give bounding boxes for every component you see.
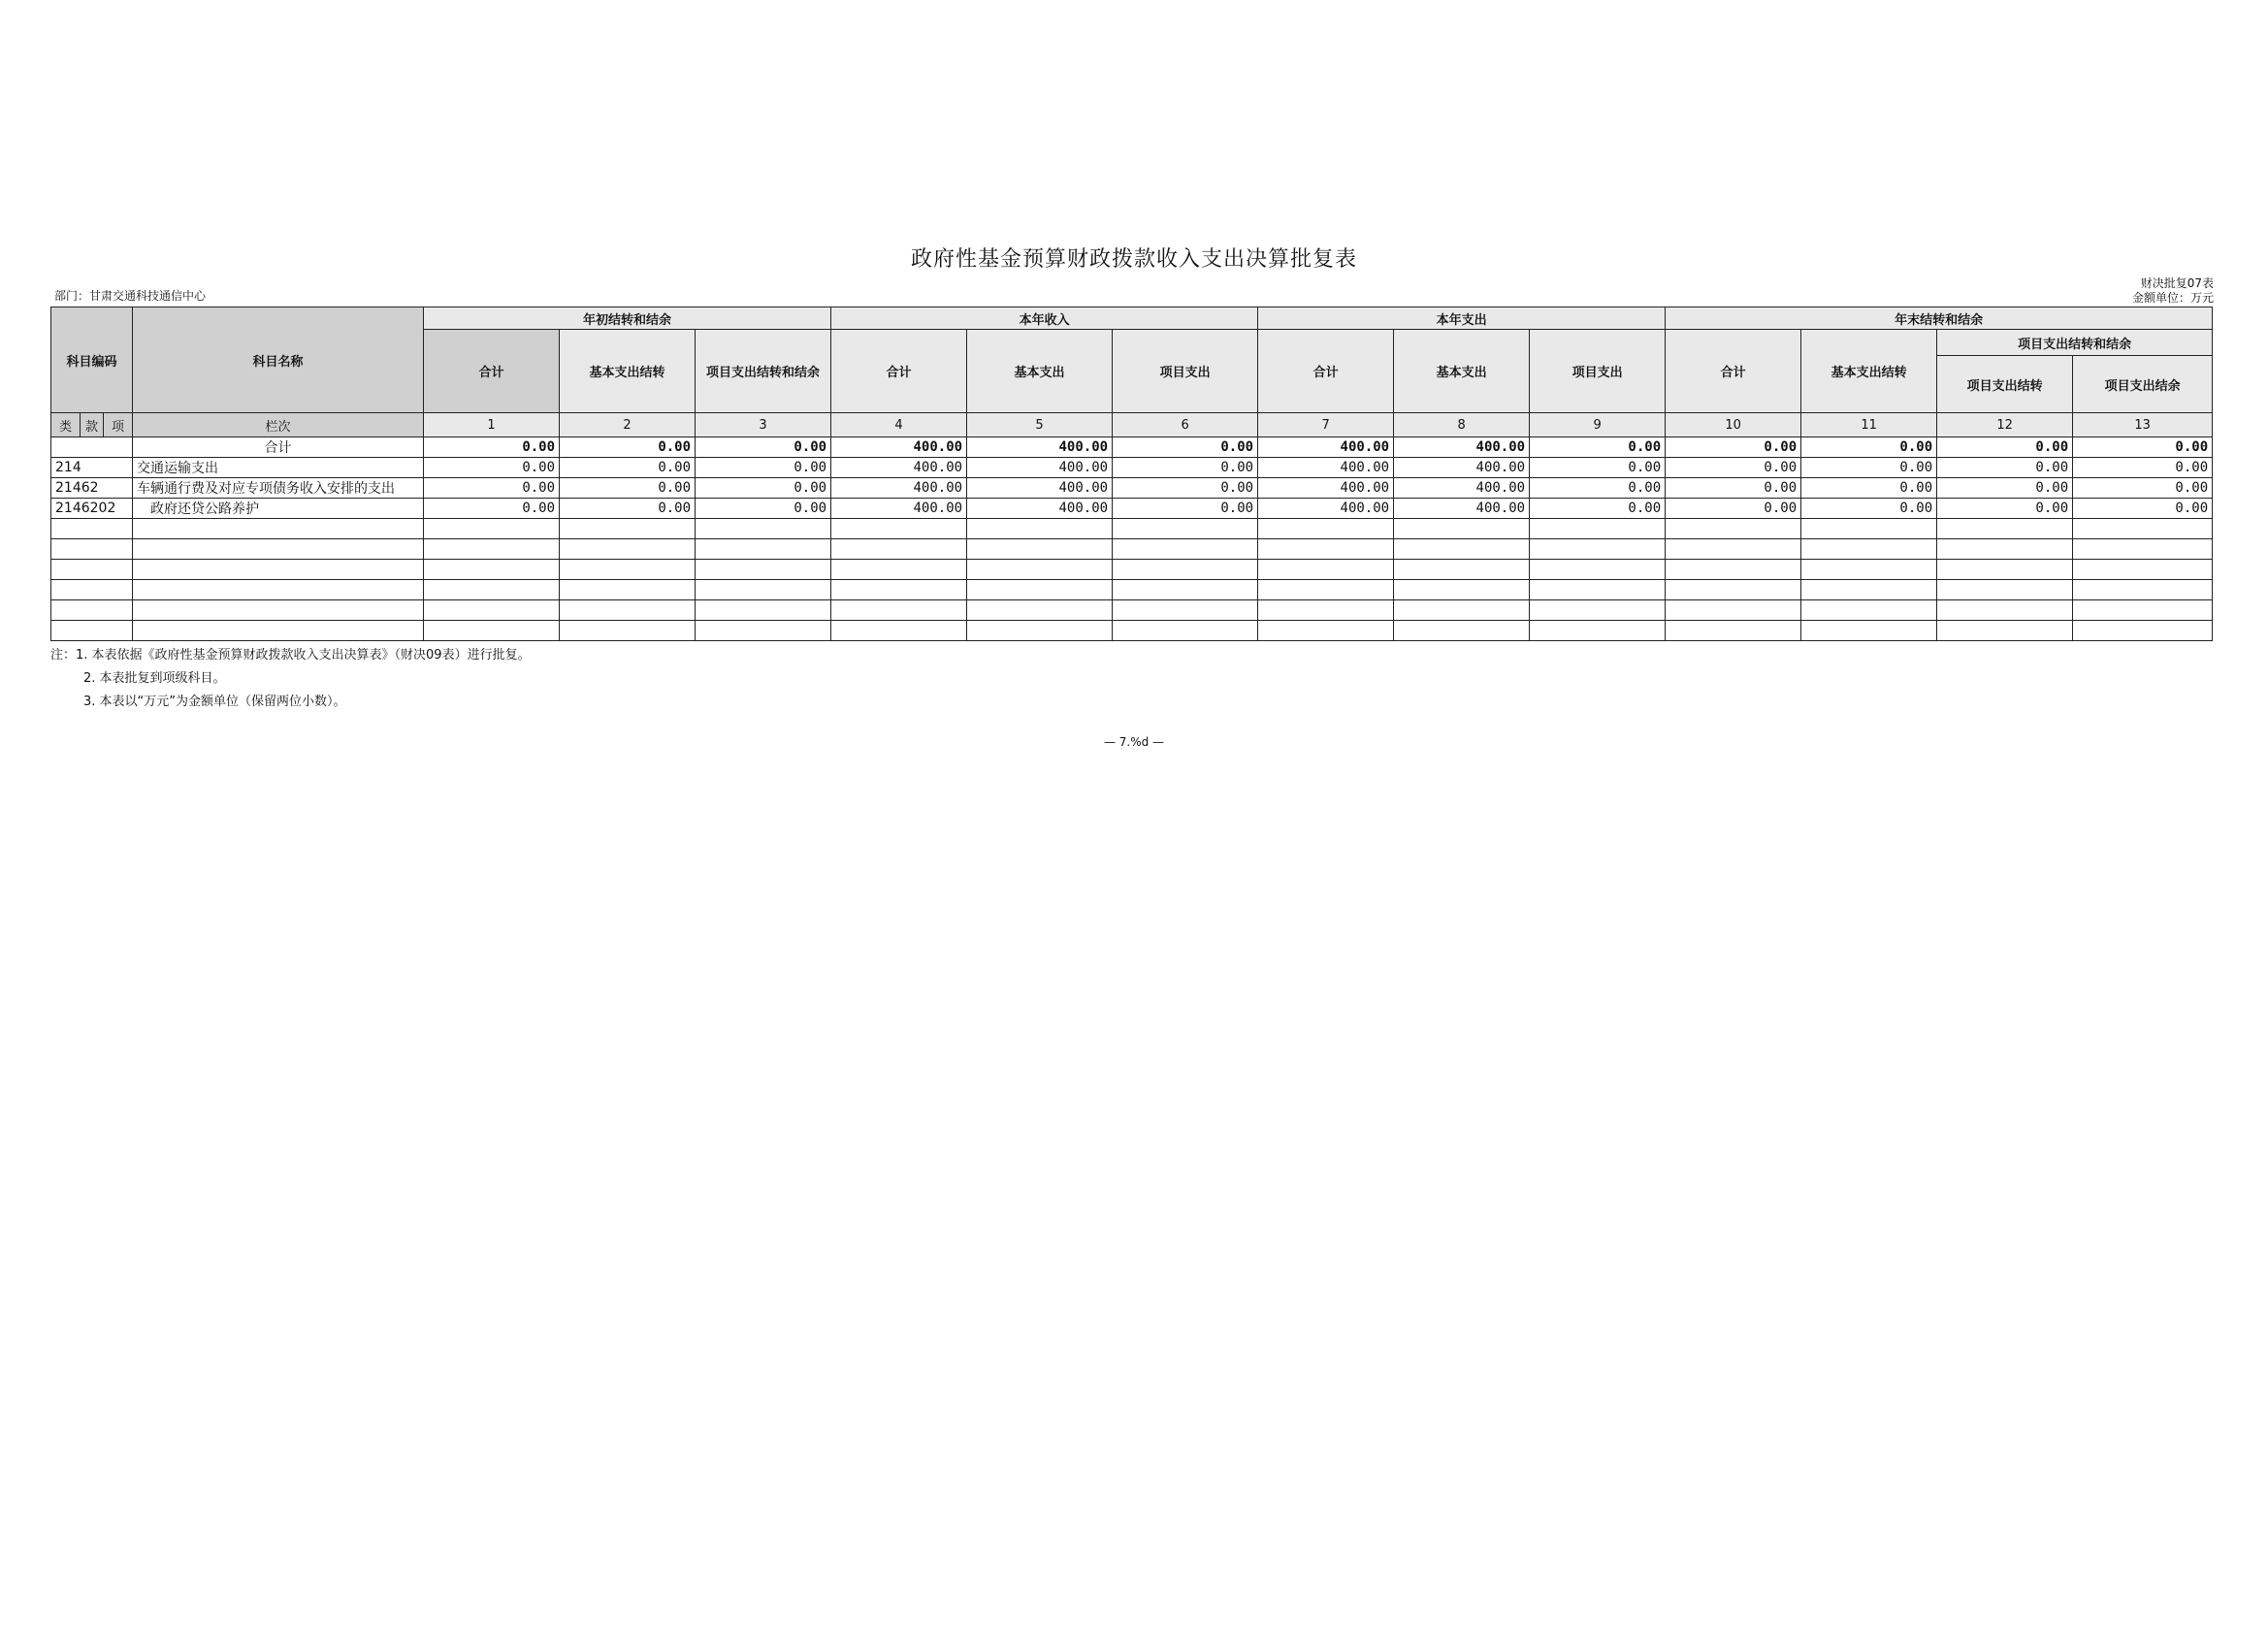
cell: 0.00 [1937, 458, 2073, 478]
cell: 400.00 [1258, 478, 1394, 499]
cell: 400.00 [1258, 499, 1394, 519]
cell: 0.00 [1666, 499, 1801, 519]
note-item: 3. 本表以“万元”为金额单位（保留两位小数）。 [83, 695, 346, 709]
page-title: 政府性基金预算财政拨款收入支出决算批复表 [910, 247, 1357, 272]
cell: 0.00 [560, 499, 696, 519]
col-header: 基本支出结转 [1801, 330, 1937, 413]
cell: 0.00 [560, 437, 696, 458]
col-number: 6 [1113, 413, 1258, 437]
form-code: 财决批复07表 [2140, 276, 2214, 290]
col-number: 1 [424, 413, 560, 437]
col-header: 基本支出 [1394, 330, 1530, 413]
empty-row [51, 560, 2213, 580]
xiang-header: 项 [104, 413, 133, 437]
cell: 400.00 [831, 458, 967, 478]
cell: 400.00 [967, 437, 1113, 458]
col-number: 4 [831, 413, 967, 437]
cell: 0.00 [696, 437, 831, 458]
cell: 0.00 [1937, 478, 2073, 499]
col-header: 基本支出 [967, 330, 1113, 413]
col-number: 7 [1258, 413, 1394, 437]
row-code: 21462 [51, 478, 133, 499]
col-number: 11 [1801, 413, 1937, 437]
cell: 0.00 [696, 499, 831, 519]
cell: 400.00 [967, 478, 1113, 499]
cell: 0.00 [1666, 437, 1801, 458]
cell: 400.00 [1394, 499, 1530, 519]
table-row-total [51, 437, 2213, 458]
subject-name-header: 科目名称 [133, 307, 424, 413]
group-header-income: 本年收入 [831, 307, 1258, 330]
lanci-header: 栏次 [133, 413, 424, 437]
cell: 0.00 [1113, 499, 1258, 519]
empty-row [51, 621, 2213, 641]
col-header: 合计 [831, 330, 967, 413]
cell: 400.00 [831, 499, 967, 519]
cell: 0.00 [1801, 458, 1937, 478]
cell: 0.00 [1937, 499, 2073, 519]
col-header: 合计 [424, 330, 560, 413]
col-header: 项目支出结转 [1937, 356, 2073, 413]
cell: 0.00 [424, 499, 560, 519]
cell: 0.00 [1530, 499, 1666, 519]
cell: 400.00 [1258, 437, 1394, 458]
subject-code-header: 科目编码 [51, 307, 133, 413]
cell: 400.00 [1258, 458, 1394, 478]
kuan-header: 款 [81, 413, 104, 437]
cell: 0.00 [424, 478, 560, 499]
cell: 0.00 [560, 478, 696, 499]
col-number: 10 [1666, 413, 1801, 437]
cell: 400.00 [1394, 437, 1530, 458]
col-number: 9 [1530, 413, 1666, 437]
budget-table [50, 307, 2213, 641]
empty-row [51, 519, 2213, 539]
cell: 400.00 [967, 499, 1113, 519]
note-item: 2. 本表批复到项级科目。 [83, 671, 226, 686]
cell: 0.00 [1937, 437, 2073, 458]
cell: 0.00 [1801, 478, 1937, 499]
row-name: 合计 [133, 437, 424, 458]
row-name: 交通运输支出 [133, 458, 424, 478]
col-number: 5 [967, 413, 1113, 437]
col-number: 12 [1937, 413, 2073, 437]
cell: 0.00 [560, 458, 696, 478]
table-row [51, 458, 2213, 478]
cell: 0.00 [1530, 458, 1666, 478]
notes [50, 644, 531, 714]
col-number: 8 [1394, 413, 1530, 437]
col-header: 项目支出 [1113, 330, 1258, 413]
cell: 0.00 [696, 458, 831, 478]
cell: 0.00 [1801, 499, 1937, 519]
empty-row [51, 580, 2213, 600]
cell: 0.00 [1113, 437, 1258, 458]
cell: 0.00 [424, 458, 560, 478]
group-header-expense: 本年支出 [1258, 307, 1666, 330]
col-number: 3 [696, 413, 831, 437]
row-code [51, 437, 133, 458]
col-header: 合计 [1258, 330, 1394, 413]
cell: 0.00 [1530, 478, 1666, 499]
empty-row [51, 600, 2213, 621]
cell: 0.00 [2073, 499, 2213, 519]
cell: 0.00 [1113, 478, 1258, 499]
project-group-header: 项目支出结转和结余 [1937, 330, 2213, 356]
col-header: 项目支出 [1530, 330, 1666, 413]
row-name: 政府还贷公路养护 [133, 499, 424, 519]
empty-row [51, 539, 2213, 560]
cell: 0.00 [1530, 437, 1666, 458]
cell: 0.00 [1666, 478, 1801, 499]
page-number: — 7.%d — [1103, 735, 1165, 749]
row-name: 车辆通行费及对应专项债务收入安排的支出 [133, 478, 424, 499]
cell: 0.00 [1666, 458, 1801, 478]
lei-header: 类 [51, 413, 81, 437]
col-number: 13 [2073, 413, 2213, 437]
cell: 400.00 [1394, 458, 1530, 478]
cell: 0.00 [1801, 437, 1937, 458]
table-row [51, 499, 2213, 519]
cell: 0.00 [2073, 458, 2213, 478]
cell: 0.00 [2073, 437, 2213, 458]
col-header: 项目支出结转和结余 [696, 330, 831, 413]
department-label: 部门：甘肃交通科技通信中心 [54, 289, 207, 303]
cell: 400.00 [831, 437, 967, 458]
group-header-year-end: 年末结转和结余 [1666, 307, 2213, 330]
cell: 0.00 [696, 478, 831, 499]
note-item: 注：1. 本表依据《政府性基金预算财政拨款收入支出决算表》（财决09表）进行批复。 [50, 648, 531, 663]
cell: 400.00 [831, 478, 967, 499]
col-header: 项目支出结余 [2073, 356, 2213, 413]
row-code: 2146202 [51, 499, 133, 519]
row-code: 214 [51, 458, 133, 478]
cell: 400.00 [967, 458, 1113, 478]
column-number-row [51, 413, 2213, 437]
cell: 0.00 [2073, 478, 2213, 499]
form-meta [2132, 276, 2214, 306]
col-header: 合计 [1666, 330, 1801, 413]
unit-label: 金额单位：万元 [2131, 291, 2214, 305]
table-row [51, 478, 2213, 499]
group-header-year-begin: 年初结转和结余 [424, 307, 831, 330]
cell: 0.00 [424, 437, 560, 458]
col-header: 基本支出结转 [560, 330, 696, 413]
cell: 0.00 [1113, 458, 1258, 478]
col-number: 2 [560, 413, 696, 437]
cell: 400.00 [1394, 478, 1530, 499]
header-row-groups [51, 307, 2213, 330]
